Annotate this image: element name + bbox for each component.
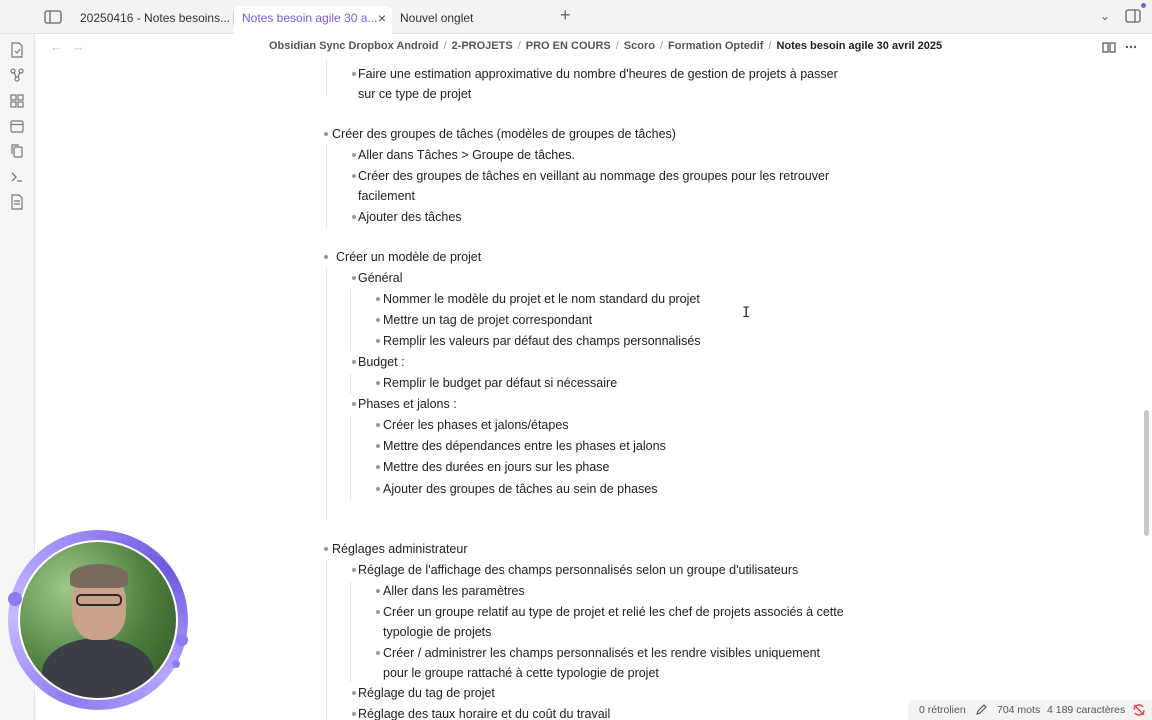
bullet: [352, 174, 356, 178]
tab-bar: [0, 0, 1152, 34]
list-item: Réglage des taux horaire et du coût du travail: [358, 707, 611, 720]
bullet: [376, 651, 380, 655]
list-item: Réglage de l'affichage des champs personnalisés selon un groupe d'utilisateurs: [358, 563, 799, 577]
list-item: Remplir les valeurs par défaut des champs personnalisés: [383, 334, 701, 348]
file-icon[interactable]: [9, 42, 25, 58]
person-body: [42, 638, 154, 698]
scrollbar[interactable]: [1144, 410, 1149, 536]
list-item: Réglage du tag de projet: [358, 686, 495, 700]
bullet: [352, 712, 356, 716]
breadcrumb: Obsidian Sync Dropbox Android / 2-PROJETS / PRO EN COURS / Scoro / Formation Optedif / Notes besoin agile 30 avril 2025: [269, 40, 943, 52]
bullet: [352, 153, 356, 157]
indent-guide: [350, 374, 351, 394]
list-item: Créer un modèle de projet: [336, 250, 482, 264]
indent-guide: [326, 144, 327, 228]
close-icon[interactable]: ×: [377, 10, 386, 26]
tab-label: Nouvel onglet: [400, 11, 474, 25]
ring-dot: [172, 660, 180, 668]
right-sidebar-toggle-icon[interactable]: [1125, 8, 1141, 24]
bullet: [352, 72, 356, 76]
breadcrumb-item[interactable]: Obsidian Sync Dropbox Android: [269, 40, 439, 52]
indent-guide: [326, 268, 327, 520]
indent-guide: [326, 60, 327, 96]
forward-arrow-icon[interactable]: →: [72, 39, 85, 54]
tab-notes-besoins[interactable]: [72, 6, 232, 34]
bullet: [376, 318, 380, 322]
breadcrumb-item[interactable]: Formation Optedif: [668, 40, 764, 52]
list-item: Budget :: [358, 355, 405, 369]
chevron-down-icon[interactable]: ⌄: [1100, 9, 1111, 23]
bullet: [352, 402, 356, 406]
list-item: Aller dans Tâches > Groupe de tâches.: [358, 148, 575, 162]
book-open-icon[interactable]: [1102, 40, 1116, 54]
tab-label: 20250416 - Notes besoins...: [80, 11, 231, 25]
calendar-icon[interactable]: [9, 118, 25, 134]
more-options-icon[interactable]: [1124, 40, 1138, 54]
note-content[interactable]: [36, 60, 1136, 720]
indent-guide: [350, 290, 351, 350]
tab-notes-besoin-agile[interactable]: [234, 6, 392, 34]
list-item: Phases et jalons :: [358, 397, 457, 411]
sidebar-toggle-icon[interactable]: [44, 9, 62, 25]
indent-guide: [350, 582, 351, 682]
list-item: Créer / administrer les champs personnalisés et les rendre visibles uniquement: [383, 646, 821, 660]
sync-off-icon[interactable]: [1132, 703, 1146, 717]
nav-bar: [36, 34, 1152, 60]
list-item: Nommer le modèle du projet et le nom standard du projet: [383, 292, 700, 306]
bullet: [352, 360, 356, 364]
list-item: Ajouter des tâches: [358, 210, 462, 224]
list-item: Mettre un tag de projet correspondant: [383, 313, 593, 327]
list-item: Remplir le budget par défaut si nécessaire: [383, 376, 618, 390]
tab-label: Notes besoin agile 30 a...: [242, 11, 378, 25]
copy-icon[interactable]: [9, 143, 25, 159]
indent-guide: [350, 416, 351, 500]
list-item: Général: [358, 271, 403, 285]
new-tab-icon[interactable]: +: [560, 5, 571, 25]
list-item: Créer des groupes de tâches (modèles de groupes de tâches): [332, 127, 676, 141]
char-count: 4 189 caractères: [1047, 704, 1126, 716]
breadcrumb-item[interactable]: 2-PROJETS: [451, 40, 513, 52]
list-item: facilement: [358, 189, 415, 203]
bullet: [352, 276, 356, 280]
person-hair: [70, 564, 128, 588]
breadcrumb-item[interactable]: Scoro: [623, 40, 655, 52]
bullet: [352, 215, 356, 219]
list-item: Créer un groupe relatif au type de projet et relié les chef de projets associés à cette: [383, 605, 844, 619]
webcam-video: [20, 542, 176, 698]
breadcrumb-current[interactable]: Notes besoin agile 30 avril 2025: [776, 40, 943, 52]
bullet: [324, 132, 328, 136]
backlinks-count[interactable]: 0 rétrolien: [919, 704, 966, 716]
terminal-icon[interactable]: [9, 169, 25, 185]
breadcrumb-item[interactable]: PRO EN COURS: [525, 40, 611, 52]
tab-nouvel-onglet[interactable]: [392, 6, 542, 34]
notification-dot: [1141, 3, 1146, 8]
bullet: [324, 255, 328, 259]
list-item: Réglages administrateur: [332, 542, 468, 556]
bullet: [376, 487, 380, 491]
bullet: [376, 465, 380, 469]
list-item: Créer des groupes de tâches en veillant au nommage des groupes pour les retrouver: [358, 169, 830, 183]
list-item: Créer les phases et jalons/étapes: [383, 418, 569, 432]
bullet: [376, 297, 380, 301]
list-item: Faire une estimation approximative du nombre d'heures de gestion de projets à passer: [358, 67, 838, 81]
bullet: [376, 339, 380, 343]
list-item: Ajouter des groupes de tâches au sein de phases: [383, 482, 658, 496]
bullet: [376, 444, 380, 448]
canvas-icon[interactable]: [9, 93, 25, 109]
text-cursor-icon: I: [742, 305, 751, 321]
glasses: [76, 594, 122, 606]
list-item: Mettre des dépendances entre les phases et jalons: [383, 439, 666, 453]
bullet: [352, 568, 356, 572]
list-item: sur ce type de projet: [358, 87, 472, 101]
pencil-icon[interactable]: [975, 704, 987, 716]
indent-guide: [326, 560, 327, 720]
list-item: Mettre des durées en jours sur les phase: [383, 460, 610, 474]
graph-icon[interactable]: [9, 67, 25, 83]
document-icon[interactable]: [9, 194, 25, 210]
list-item: pour le groupe rattaché à cette typologie de projet: [383, 666, 659, 680]
ring-dot: [8, 592, 22, 606]
bullet: [376, 381, 380, 385]
back-arrow-icon[interactable]: ←: [50, 39, 63, 54]
bullet: [376, 589, 380, 593]
bullet: [324, 547, 328, 551]
list-item: Aller dans les paramètres: [383, 584, 525, 598]
ring-dot: [176, 634, 188, 646]
status-bar: [908, 700, 1152, 720]
bullet: [352, 691, 356, 695]
bullet: [376, 423, 380, 427]
word-count: 704 mots: [997, 704, 1041, 716]
list-item: typologie de projets: [383, 625, 492, 639]
bullet: [376, 610, 380, 614]
